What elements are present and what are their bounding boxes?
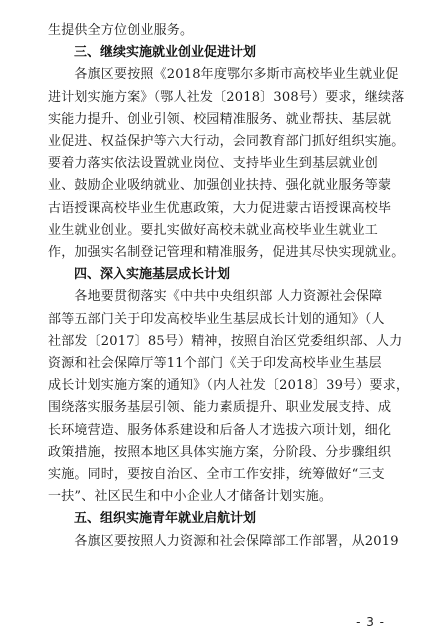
section-heading-3: 三、继续实施就业创业促进计划 — [74, 45, 257, 61]
section-3-paragraph — [48, 64, 405, 264]
text-line: 社部发〔2017〕85号）精神，按照自治区党委组织部、人力 — [48, 333, 403, 349]
text-line: 实施。同时，要按自治区、全市工作安排，统筹做好“三支 — [48, 467, 385, 483]
page-number: - 3 - — [356, 615, 385, 629]
section-heading-4: 四、深入实施基层成长计划 — [74, 267, 231, 283]
section-5-paragraph — [48, 531, 405, 553]
intro-paragraph — [48, 20, 405, 42]
text-line: 业促进、权益保护等六大行动，会同教育部门抓好组织实施。 — [48, 134, 405, 150]
text-line: 围绕落实服务基层引领、能力素质提升、职业发展支持、成 — [48, 400, 392, 416]
text-line: 业、鼓励企业吸纳就业、加强创业扶持、强化就业服务等蒙 — [48, 178, 392, 194]
text-line: 各地要贯彻落实《中共中央组织部 人力资源社会保障 — [48, 289, 383, 305]
text-line: 生提供全方位创业服务。 — [48, 23, 194, 38]
text-line: 资源和社会保障厅等11个部门《关于印发高校毕业生基层 — [48, 356, 382, 372]
text-line: 长环境营造、服务体系建设和后备人才选拔六项计划，细化 — [48, 422, 392, 438]
text-line: 各旗区要按照人力资源和社会保障部工作部署，从2019 — [48, 533, 399, 549]
text-line: 作，加强实名制登记管理和精准服务，促进其尽快实现就业。 — [48, 245, 405, 261]
text-line: 部等五部门关于印发高校毕业生基层成长计划的通知》（人 — [48, 311, 385, 327]
text-line: 进计划实施方案》（鄂人社发〔2018〕308号）要求，继续落 — [48, 89, 405, 105]
section-heading-5: 五、组织实施青年就业启航计划 — [74, 511, 257, 527]
text-line: 要着力落实依法设置就业岗位、支持毕业生到基层就业创 — [48, 156, 379, 172]
section-4-paragraph — [48, 286, 410, 508]
text-line: 各旗区要按照《2018年度鄂尔多斯市高校毕业生就业促 — [48, 67, 399, 83]
text-line: 一扶”、社区民生和中小企业人才储备计划实施。 — [48, 489, 333, 505]
text-line: 政策措施，按照本地区具体实施方案，分阶段、分步骤组织 — [48, 444, 392, 460]
text-line: 成长计划实施方案的通知》（内人社发〔2018〕39号）要求， — [48, 378, 410, 394]
text-line: 业生就业创业。要扎实做好高校未就业高校毕业生就业工 — [48, 222, 379, 238]
text-line: 古语授课高校毕业生优惠政策，大力促进蒙古语授课高校毕 — [48, 200, 392, 216]
text-line: 实能力提升、创业引领、校园精准服务、就业帮扶、基层就 — [48, 111, 392, 127]
